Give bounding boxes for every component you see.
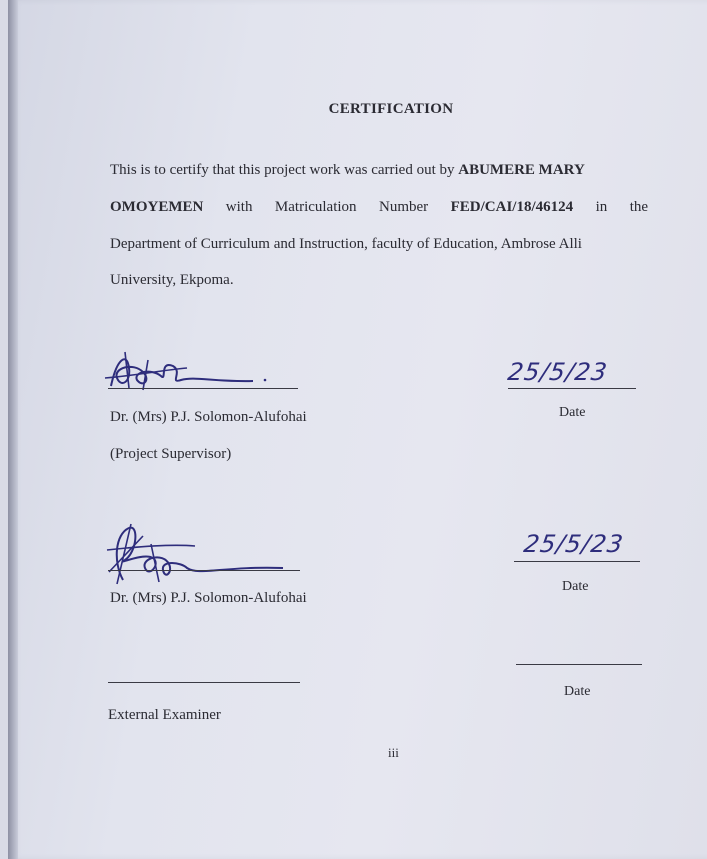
body-line-4: University, Ekpoma.	[110, 272, 234, 288]
body-line-1-text: This is to certify that this project work was carried out by	[110, 162, 459, 178]
signatory-1-role: (Project Supervisor)	[110, 446, 232, 462]
second-signature	[103, 522, 283, 586]
body-line-1	[110, 160, 648, 180]
signatory-2-name: Dr. (Mrs) P.J. Solomon-Alufohai	[110, 590, 307, 606]
page-edge	[8, 0, 18, 859]
page-number: iii	[388, 745, 399, 760]
student-name-first: ABUMERE MARY	[458, 162, 585, 178]
document-page	[8, 0, 707, 859]
body-word-number: Number	[379, 199, 429, 215]
signatory-3-name: External Examiner	[108, 707, 221, 723]
date-line-1	[508, 388, 636, 389]
date-handwritten-1: 25/5/23	[506, 358, 610, 386]
date-label-1: Date	[559, 405, 586, 420]
page-title: CERTIFICATION	[328, 101, 454, 117]
signature-line-1	[108, 388, 298, 389]
body-word-the: the	[629, 199, 649, 215]
body-word-matriculation: Matriculation	[274, 199, 357, 215]
body-word-with: with	[225, 199, 253, 215]
student-name-last: OMOYEMEN	[110, 199, 204, 215]
date-label-2: Date	[562, 579, 589, 594]
signatory-1-name: Dr. (Mrs) P.J. Solomon-Alufohai	[110, 409, 307, 425]
body-line-3: Department of Curriculum and Instruction, faculty of Education, Ambrose Alli	[110, 236, 582, 252]
date-handwritten-2: 25/5/23	[522, 530, 626, 558]
date-label-3: Date	[564, 684, 591, 699]
matric-number: FED/CAI/18/46124	[450, 199, 574, 215]
signature-line-2	[108, 570, 300, 571]
body-line-2	[110, 197, 648, 217]
date-line-2	[514, 561, 640, 562]
date-line-3	[516, 664, 642, 665]
body-word-in: in	[595, 199, 608, 215]
signature-line-3	[108, 682, 300, 683]
